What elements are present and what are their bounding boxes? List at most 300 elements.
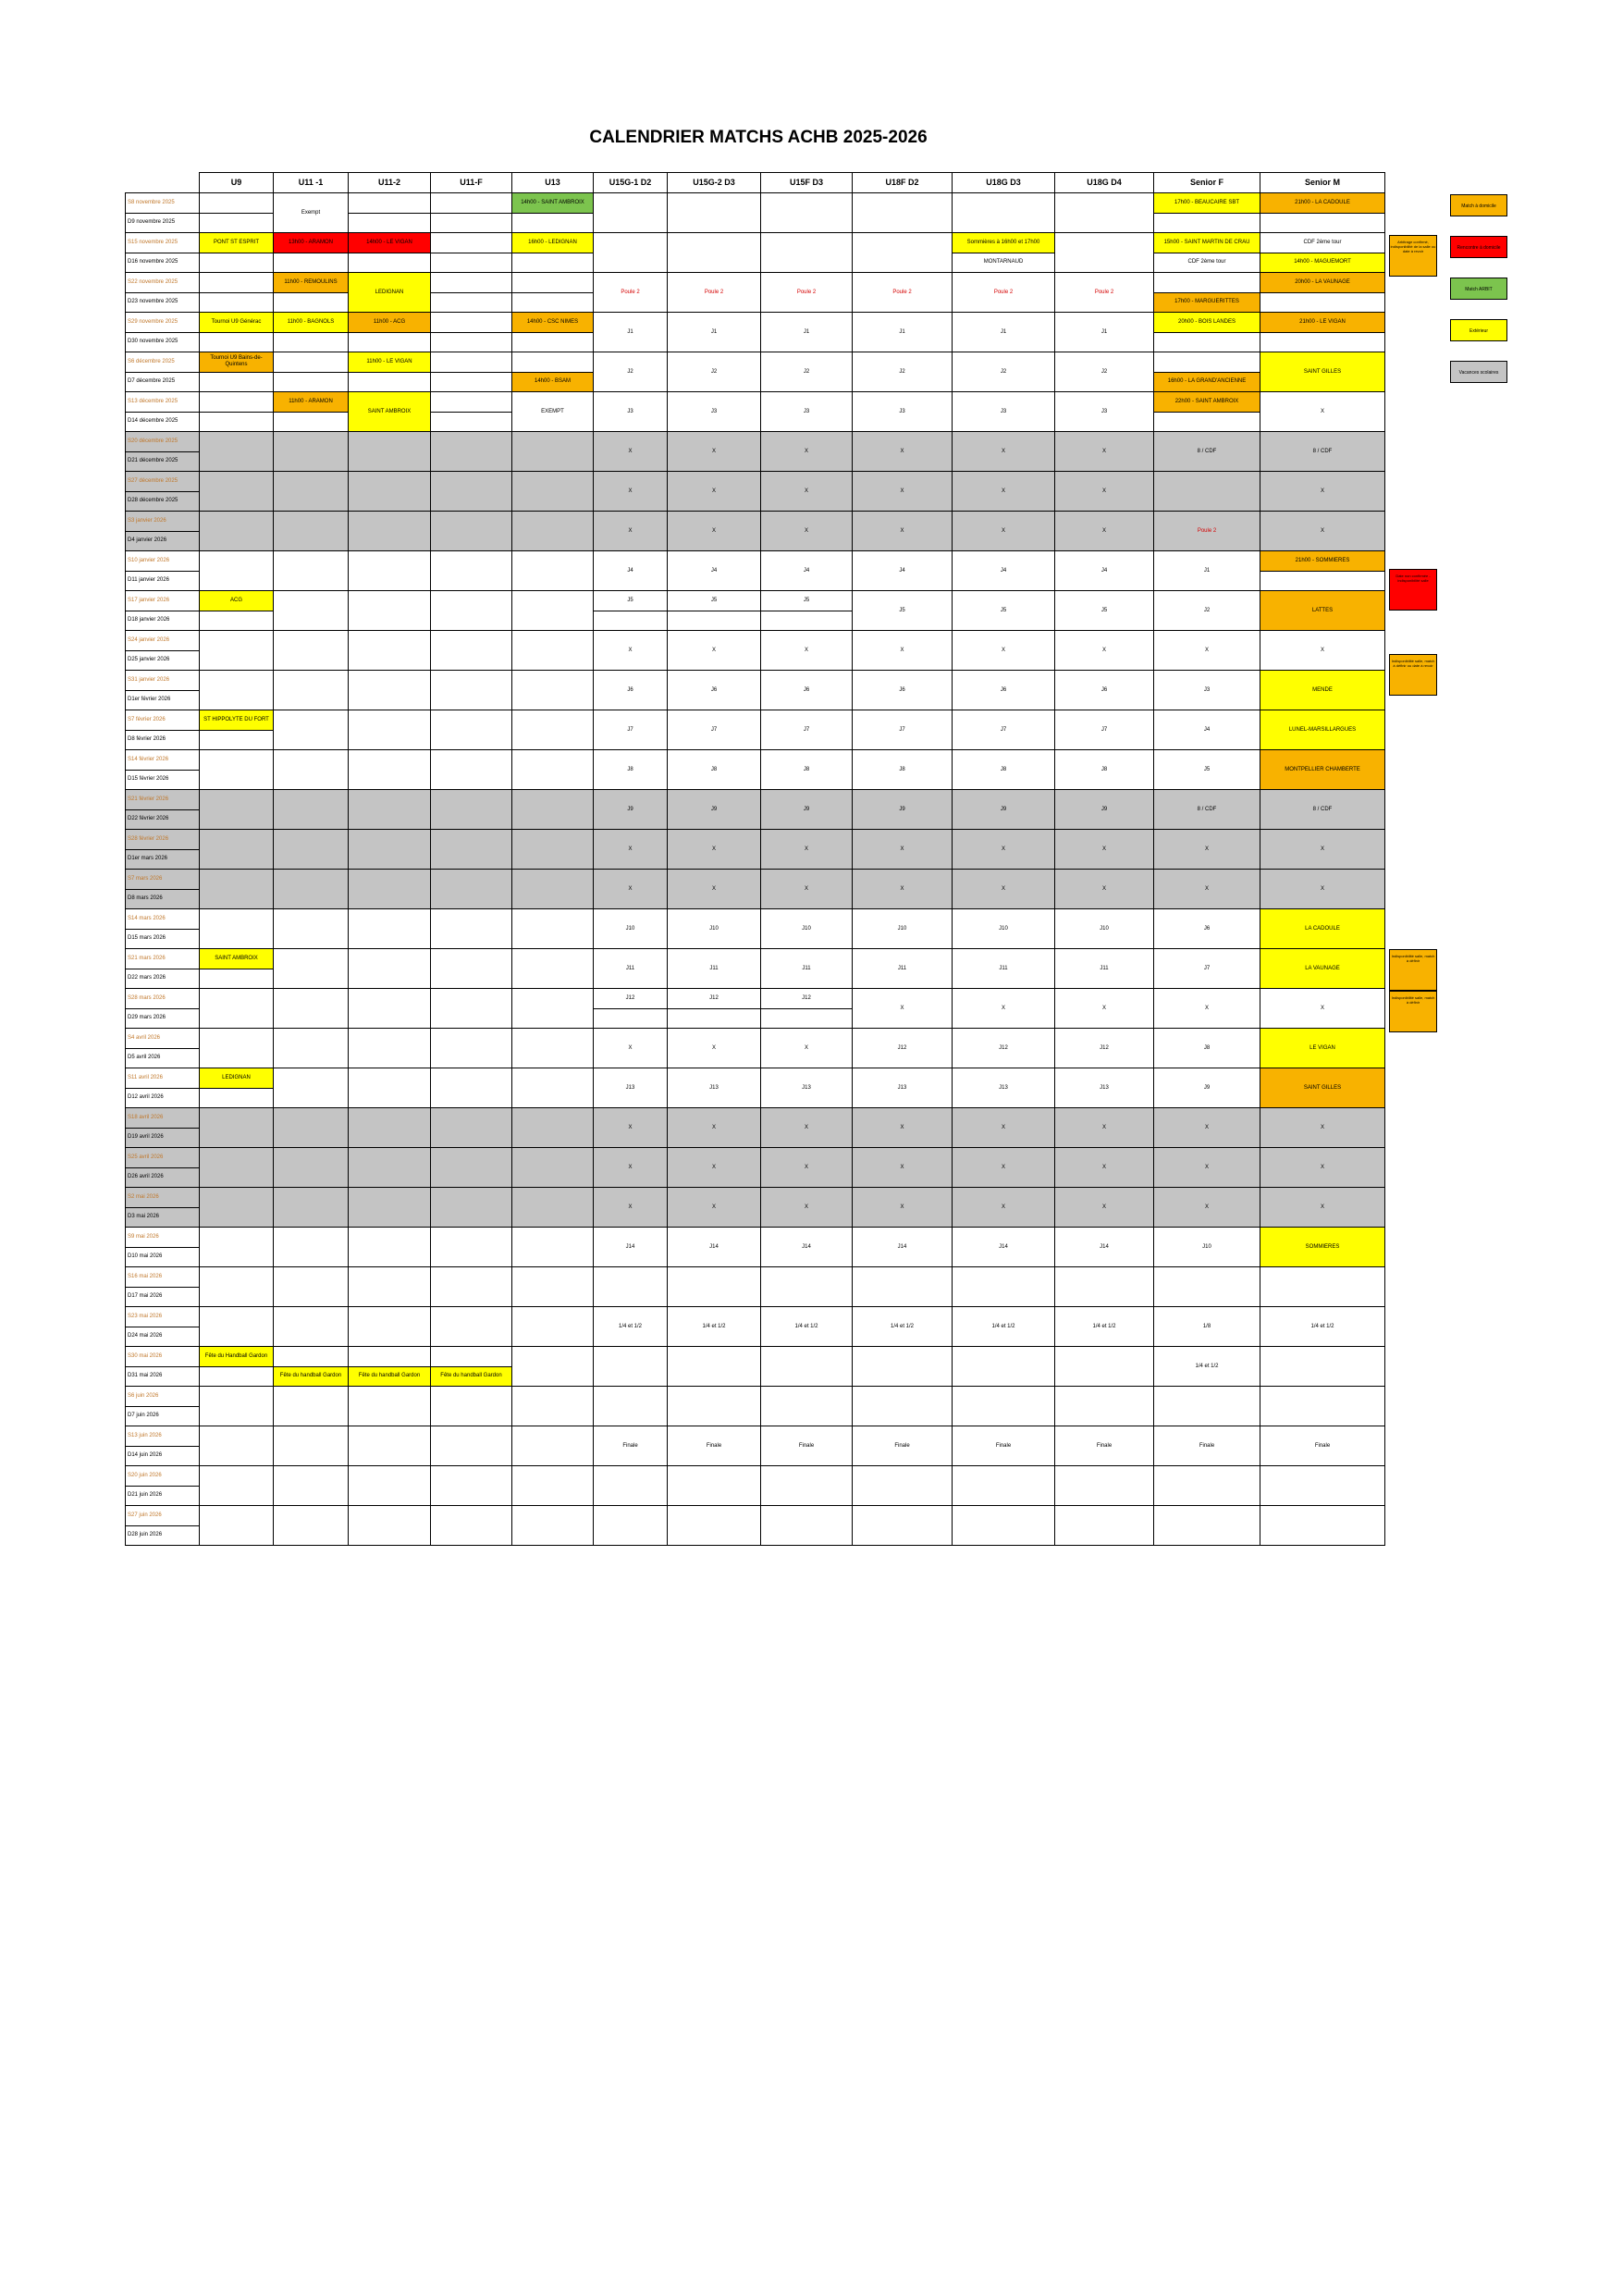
match-cell-saturday: [274, 1347, 349, 1367]
match-cell-sunday: [594, 1008, 668, 1029]
match-cell: [431, 1029, 512, 1068]
match-cell: J8: [668, 750, 761, 790]
date-saturday: S30 mai 2026: [126, 1347, 200, 1367]
match-cell-sunday: [1154, 213, 1260, 233]
holiday-cell: J9: [953, 790, 1055, 830]
legend-item: Extérieur: [1450, 319, 1507, 341]
match-cell-sunday: [1260, 213, 1385, 233]
holiday-cell: X: [853, 870, 953, 909]
side-note: Indisponibilité salle, match à définir: [1389, 991, 1437, 1032]
match-cell: [200, 909, 274, 949]
holiday-cell: X: [1154, 830, 1260, 870]
match-cell: X: [853, 989, 953, 1029]
match-cell-saturday: Tournoi U9 Générac: [200, 313, 274, 333]
match-cell: [349, 551, 431, 591]
match-cell-sunday: [1154, 412, 1260, 432]
date-sunday: D21 décembre 2025: [126, 451, 200, 472]
match-cell-saturday: [431, 1347, 512, 1367]
match-cell-saturday: Tournoi U9 Bains-de-Quintens: [200, 352, 274, 373]
holiday-cell: [274, 1148, 349, 1188]
match-cell: [668, 193, 761, 233]
match-cell: J3: [594, 392, 668, 432]
match-cell: J3: [1154, 671, 1260, 710]
match-cell: X: [668, 631, 761, 671]
holiday-cell: X: [953, 432, 1055, 472]
date-saturday: S4 avril 2026: [126, 1029, 200, 1049]
date-sunday: D15 février 2026: [126, 770, 200, 790]
match-cell-saturday: 14h00 - SAINT AMBROIX: [512, 193, 594, 214]
date-sunday: D7 juin 2026: [126, 1406, 200, 1426]
holiday-cell: X: [1055, 1108, 1154, 1148]
holiday-cell: [349, 1108, 431, 1148]
match-cell-saturday: CDF 2ème tour: [1260, 233, 1385, 253]
match-cell-saturday: SAINT AMBROIX: [200, 949, 274, 969]
date-sunday: D28 juin 2026: [126, 1525, 200, 1546]
match-cell: J2: [1055, 352, 1154, 392]
match-cell-saturday: 13h00 - ARAMON: [274, 233, 349, 253]
match-cell: X: [853, 631, 953, 671]
match-cell: [431, 1426, 512, 1466]
match-cell: [853, 1466, 953, 1506]
match-cell: J5: [1154, 750, 1260, 790]
match-cell: [1154, 1466, 1260, 1506]
week-row-saturday: [126, 392, 1385, 413]
match-cell: [761, 233, 853, 273]
side-note: Date non confirmée - indisponibilité salle: [1389, 569, 1437, 611]
match-cell-sunday: [1260, 292, 1385, 313]
date-sunday: D8 février 2026: [126, 730, 200, 750]
match-cell-saturday: [431, 233, 512, 253]
match-cell: J4: [594, 551, 668, 591]
week-row-saturday: [126, 432, 1385, 452]
holiday-cell: [200, 472, 274, 512]
match-cell: J13: [668, 1068, 761, 1108]
match-cell: J6: [953, 671, 1055, 710]
week-row-saturday: [126, 1506, 1385, 1526]
match-cell-sunday: [431, 292, 512, 313]
match-cell: J6: [761, 671, 853, 710]
date-sunday: D19 avril 2026: [126, 1128, 200, 1148]
date-saturday: S29 novembre 2025: [126, 313, 200, 333]
match-cell-saturday: 21h00 - SOMMIERES: [1260, 551, 1385, 572]
date-saturday: S28 février 2026: [126, 830, 200, 850]
holiday-cell: X: [668, 870, 761, 909]
holiday-cell: [274, 1188, 349, 1228]
match-cell-sunday: [200, 332, 274, 352]
week-row-saturday: [126, 512, 1385, 532]
match-cell: [274, 1068, 349, 1108]
date-sunday: D29 mars 2026: [126, 1008, 200, 1029]
date-saturday: S31 janvier 2026: [126, 671, 200, 691]
match-cell: Poule 2: [1055, 273, 1154, 313]
date-sunday: D3 mai 2026: [126, 1207, 200, 1228]
holiday-cell: X: [594, 512, 668, 551]
match-cell: [349, 631, 431, 671]
holiday-cell: [200, 830, 274, 870]
match-cell: J9: [1154, 1068, 1260, 1108]
match-cell-saturday: 11h00 - LE VIGAN: [349, 352, 431, 373]
holiday-cell: 8 / CDF: [1260, 790, 1385, 830]
match-cell: J14: [668, 1228, 761, 1267]
holiday-cell: [431, 472, 512, 512]
date-sunday: D21 juin 2026: [126, 1486, 200, 1506]
match-cell: [512, 989, 594, 1029]
holiday-cell: X: [853, 1108, 953, 1148]
date-saturday: S16 mai 2026: [126, 1267, 200, 1288]
match-cell: X: [1154, 989, 1260, 1029]
holiday-cell: [512, 472, 594, 512]
match-cell: J4: [668, 551, 761, 591]
header-u15g-1-d2: U15G-1 D2: [594, 173, 668, 193]
match-cell: J14: [761, 1228, 853, 1267]
holiday-cell: [512, 830, 594, 870]
holiday-cell: [512, 1108, 594, 1148]
match-cell: 1/4 et 1/2: [1055, 1307, 1154, 1347]
match-cell: [349, 671, 431, 710]
match-cell: [1055, 233, 1154, 273]
match-cell: J10: [1154, 1228, 1260, 1267]
match-cell-sunday: [594, 611, 668, 631]
match-cell: X: [594, 1029, 668, 1068]
match-cell-sunday: [1154, 332, 1260, 352]
header-u11-2: U11-2: [349, 173, 431, 193]
holiday-cell: [431, 512, 512, 551]
holiday-cell: X: [953, 830, 1055, 870]
match-cell: X: [1055, 989, 1154, 1029]
match-cell: J13: [761, 1068, 853, 1108]
match-cell: [274, 750, 349, 790]
match-cell-sunday: [761, 1008, 853, 1029]
match-cell-saturday: 17h00 - BEAUCAIRE SBT: [1154, 193, 1260, 214]
week-row-saturday: [126, 710, 1385, 731]
match-cell: [274, 1267, 349, 1307]
holiday-cell: X: [853, 1188, 953, 1228]
match-cell: [274, 1387, 349, 1426]
header-u18f-d2: U18F D2: [853, 173, 953, 193]
match-cell: LA CADOULE: [1260, 909, 1385, 949]
match-cell: [431, 949, 512, 989]
match-cell: [200, 989, 274, 1029]
header-u15g-2-d3: U15G-2 D3: [668, 173, 761, 193]
match-cell: [200, 1228, 274, 1267]
match-cell: [1055, 193, 1154, 233]
match-cell: J1: [853, 313, 953, 352]
match-cell: J3: [1055, 392, 1154, 432]
match-cell-sunday: [431, 412, 512, 432]
date-sunday: D10 mai 2026: [126, 1247, 200, 1267]
page-title: CALENDRIER MATCHS ACHB 2025-2026: [589, 128, 928, 147]
holiday-cell: [431, 432, 512, 472]
match-cell: [431, 631, 512, 671]
match-cell: [274, 631, 349, 671]
match-cell: J2: [1154, 591, 1260, 631]
date-sunday: D16 novembre 2025: [126, 253, 200, 273]
legend-item: Rencontre à domicile: [1450, 236, 1507, 258]
match-cell: J14: [853, 1228, 953, 1267]
match-cell: J5: [1055, 591, 1154, 631]
match-cell: [953, 193, 1055, 233]
holiday-cell: [1154, 472, 1260, 512]
match-cell-saturday: 11h00 - ARAMON: [274, 392, 349, 413]
match-cell-sunday: 17h00 - MARGUERITTES: [1154, 292, 1260, 313]
match-cell: [431, 909, 512, 949]
match-cell: [1154, 1387, 1260, 1426]
match-cell: X: [1055, 631, 1154, 671]
match-cell: [431, 591, 512, 631]
holiday-cell: [431, 1148, 512, 1188]
match-cell: Finale: [668, 1426, 761, 1466]
date-sunday: D14 juin 2026: [126, 1446, 200, 1466]
date-sunday: D14 décembre 2025: [126, 412, 200, 432]
match-cell-sunday: Fête du handball Gardon: [274, 1366, 349, 1387]
holiday-cell: [274, 432, 349, 472]
match-cell-saturday: J5: [668, 591, 761, 611]
match-cell-sunday: [200, 1366, 274, 1387]
date-saturday: S10 janvier 2026: [126, 551, 200, 572]
match-cell-saturday: [200, 392, 274, 413]
match-cell: J4: [853, 551, 953, 591]
date-sunday: D15 mars 2026: [126, 929, 200, 949]
holiday-cell: [349, 790, 431, 830]
match-cell: J12: [853, 1029, 953, 1068]
match-cell: [512, 1347, 594, 1387]
holiday-cell: X: [668, 472, 761, 512]
match-cell: J14: [953, 1228, 1055, 1267]
match-cell: SAINT AMBROIX: [349, 392, 431, 432]
holiday-cell: X: [668, 1108, 761, 1148]
header-u9: U9: [200, 173, 274, 193]
date-sunday: D4 janvier 2026: [126, 531, 200, 551]
match-cell: [349, 1307, 431, 1347]
date-saturday: S20 décembre 2025: [126, 432, 200, 452]
holiday-cell: X: [594, 1148, 668, 1188]
holiday-cell: [349, 830, 431, 870]
match-cell: [761, 1267, 853, 1307]
match-cell-saturday: 21h00 - LA CADOULE: [1260, 193, 1385, 214]
match-cell: [668, 1506, 761, 1546]
match-cell-sunday: [200, 253, 274, 273]
match-cell-sunday: [431, 213, 512, 233]
date-saturday: S24 janvier 2026: [126, 631, 200, 651]
match-cell-saturday: Fête du Handball Gardon: [200, 1347, 274, 1367]
match-cell: [761, 1347, 853, 1387]
holiday-cell: X: [953, 1148, 1055, 1188]
header-u11-1: U11 -1: [274, 173, 349, 193]
match-cell-sunday: 14h00 - BSAM: [512, 372, 594, 392]
match-cell: [512, 1307, 594, 1347]
match-cell-saturday: J5: [594, 591, 668, 611]
match-cell: [200, 631, 274, 671]
match-cell: [512, 1387, 594, 1426]
match-cell: Poule 2: [594, 273, 668, 313]
match-cell-sunday: [274, 253, 349, 273]
match-cell: Poule 2: [668, 273, 761, 313]
week-row-saturday: [126, 1426, 1385, 1447]
match-cell: [349, 591, 431, 631]
match-cell: [953, 1347, 1055, 1387]
week-row-saturday: [126, 472, 1385, 492]
match-cell-saturday: 14h00 - CSC NIMES: [512, 313, 594, 333]
match-cell: [274, 1307, 349, 1347]
match-cell-sunday: [200, 372, 274, 392]
match-cell: X: [1154, 631, 1260, 671]
match-cell: LUNEL-MARSILLARGUES: [1260, 710, 1385, 750]
match-cell: [1260, 1347, 1385, 1387]
match-cell: J6: [853, 671, 953, 710]
match-cell: J7: [1055, 710, 1154, 750]
date-sunday: D23 novembre 2025: [126, 292, 200, 313]
date-saturday: S27 juin 2026: [126, 1506, 200, 1526]
match-cell: [761, 1506, 853, 1546]
match-cell: 1/4 et 1/2: [953, 1307, 1055, 1347]
legend-item: Match à domicile: [1450, 194, 1507, 216]
match-cell-saturday: 11h00 - REMOULINS: [274, 273, 349, 293]
week-row-saturday: [126, 671, 1385, 691]
match-cell: J11: [1055, 949, 1154, 989]
match-cell: [853, 193, 953, 233]
holiday-cell: X: [668, 830, 761, 870]
match-cell: [512, 1029, 594, 1068]
match-cell-saturday: ACG: [200, 591, 274, 611]
match-cell: J6: [1154, 909, 1260, 949]
match-cell: J10: [853, 909, 953, 949]
match-cell-sunday: [431, 372, 512, 392]
match-cell: Finale: [1260, 1426, 1385, 1466]
match-cell-sunday: [349, 213, 431, 233]
side-note: Indisponibilité salle, match à définir ou date à revoir: [1389, 654, 1437, 696]
holiday-cell: [431, 1188, 512, 1228]
match-cell-sunday: [512, 332, 594, 352]
holiday-cell: [349, 512, 431, 551]
match-cell: J10: [668, 909, 761, 949]
match-cell: [668, 1387, 761, 1426]
match-cell: J3: [668, 392, 761, 432]
week-row-saturday: [126, 989, 1385, 1009]
match-cell-saturday: [200, 273, 274, 293]
match-cell: [349, 750, 431, 790]
header-corner: [126, 173, 200, 193]
match-cell: [349, 1387, 431, 1426]
holiday-cell: X: [1154, 870, 1260, 909]
match-cell: J8: [1154, 1029, 1260, 1068]
match-cell: J3: [953, 392, 1055, 432]
calendar-table: [125, 172, 1385, 1546]
match-cell: [594, 1506, 668, 1546]
match-cell: X: [953, 631, 1055, 671]
match-cell: [200, 1506, 274, 1546]
holiday-cell: X: [594, 472, 668, 512]
match-cell-saturday: [349, 193, 431, 214]
date-saturday: S14 février 2026: [126, 750, 200, 771]
date-saturday: S11 avril 2026: [126, 1068, 200, 1089]
match-cell: SAINT GILLES: [1260, 1068, 1385, 1108]
match-cell: [1055, 1387, 1154, 1426]
holiday-cell: X: [761, 472, 853, 512]
match-cell: [512, 1426, 594, 1466]
match-cell: J1: [1055, 313, 1154, 352]
match-cell: LA VAUNAGE: [1260, 949, 1385, 989]
match-cell-saturday: 14h00 - LE VIGAN: [349, 233, 431, 253]
match-cell: [431, 1307, 512, 1347]
match-cell: [512, 909, 594, 949]
match-cell-sunday: [274, 332, 349, 352]
match-cell-saturday: PONT ST ESPRIT: [200, 233, 274, 253]
date-sunday: D18 janvier 2026: [126, 611, 200, 631]
match-cell: Poule 2: [761, 273, 853, 313]
match-cell-saturday: 22h00 - SAINT AMBROIX: [1154, 392, 1260, 413]
match-cell: [594, 1387, 668, 1426]
match-cell: [349, 909, 431, 949]
match-cell: [349, 710, 431, 750]
match-cell-sunday: CDF 2ème tour: [1154, 253, 1260, 273]
holiday-cell: X: [761, 830, 853, 870]
holiday-cell: X: [1154, 1148, 1260, 1188]
holiday-cell: X: [853, 1148, 953, 1188]
holiday-cell: X: [761, 870, 853, 909]
date-sunday: D9 novembre 2025: [126, 213, 200, 233]
match-cell: EXEMPT: [512, 392, 594, 432]
date-saturday: S6 décembre 2025: [126, 352, 200, 373]
match-cell-sunday: 16h00 - LA GRAND'ANCIENNE: [1154, 372, 1260, 392]
match-cell: [431, 1506, 512, 1546]
holiday-cell: Poule 2: [1154, 512, 1260, 551]
date-saturday: S21 mars 2026: [126, 949, 200, 969]
match-cell: [274, 671, 349, 710]
match-cell-sunday: [431, 253, 512, 273]
match-cell-saturday: 11h00 - ACG: [349, 313, 431, 333]
match-cell: [853, 1347, 953, 1387]
holiday-cell: X: [953, 1108, 1055, 1148]
match-cell: [274, 551, 349, 591]
holiday-cell: 8 / CDF: [1260, 432, 1385, 472]
week-row-saturday: [126, 193, 1385, 214]
holiday-cell: X: [668, 1148, 761, 1188]
match-cell: [200, 1267, 274, 1307]
match-cell: J2: [953, 352, 1055, 392]
date-saturday: S21 février 2026: [126, 790, 200, 810]
match-cell: MENDE: [1260, 671, 1385, 710]
match-cell: [274, 591, 349, 631]
match-cell: J1: [953, 313, 1055, 352]
match-cell: [274, 989, 349, 1029]
match-cell: [200, 1387, 274, 1426]
match-cell-sunday: [200, 412, 274, 432]
match-cell: X: [761, 1029, 853, 1068]
match-cell: J7: [668, 710, 761, 750]
header-u18g-d4: U18G D4: [1055, 173, 1154, 193]
holiday-cell: X: [761, 1108, 853, 1148]
match-cell-saturday: 16h00 - LEDIGNAN: [512, 233, 594, 253]
week-row-saturday: [126, 1267, 1385, 1288]
match-cell: J4: [953, 551, 1055, 591]
match-cell: [431, 1267, 512, 1307]
match-cell: J13: [953, 1068, 1055, 1108]
match-cell: SOMMIERES: [1260, 1228, 1385, 1267]
match-cell: J5: [853, 591, 953, 631]
holiday-cell: J9: [1055, 790, 1154, 830]
match-cell: [1260, 1267, 1385, 1307]
match-cell-sunday: [200, 213, 274, 233]
holiday-cell: X: [1260, 1108, 1385, 1148]
match-cell: Finale: [761, 1426, 853, 1466]
holiday-cell: [349, 1148, 431, 1188]
match-cell-sunday: [1260, 571, 1385, 591]
date-saturday: S7 mars 2026: [126, 870, 200, 890]
match-cell-saturday: [431, 193, 512, 214]
week-row-saturday: [126, 352, 1385, 373]
week-row-saturday: [126, 1188, 1385, 1208]
date-saturday: S22 novembre 2025: [126, 273, 200, 293]
